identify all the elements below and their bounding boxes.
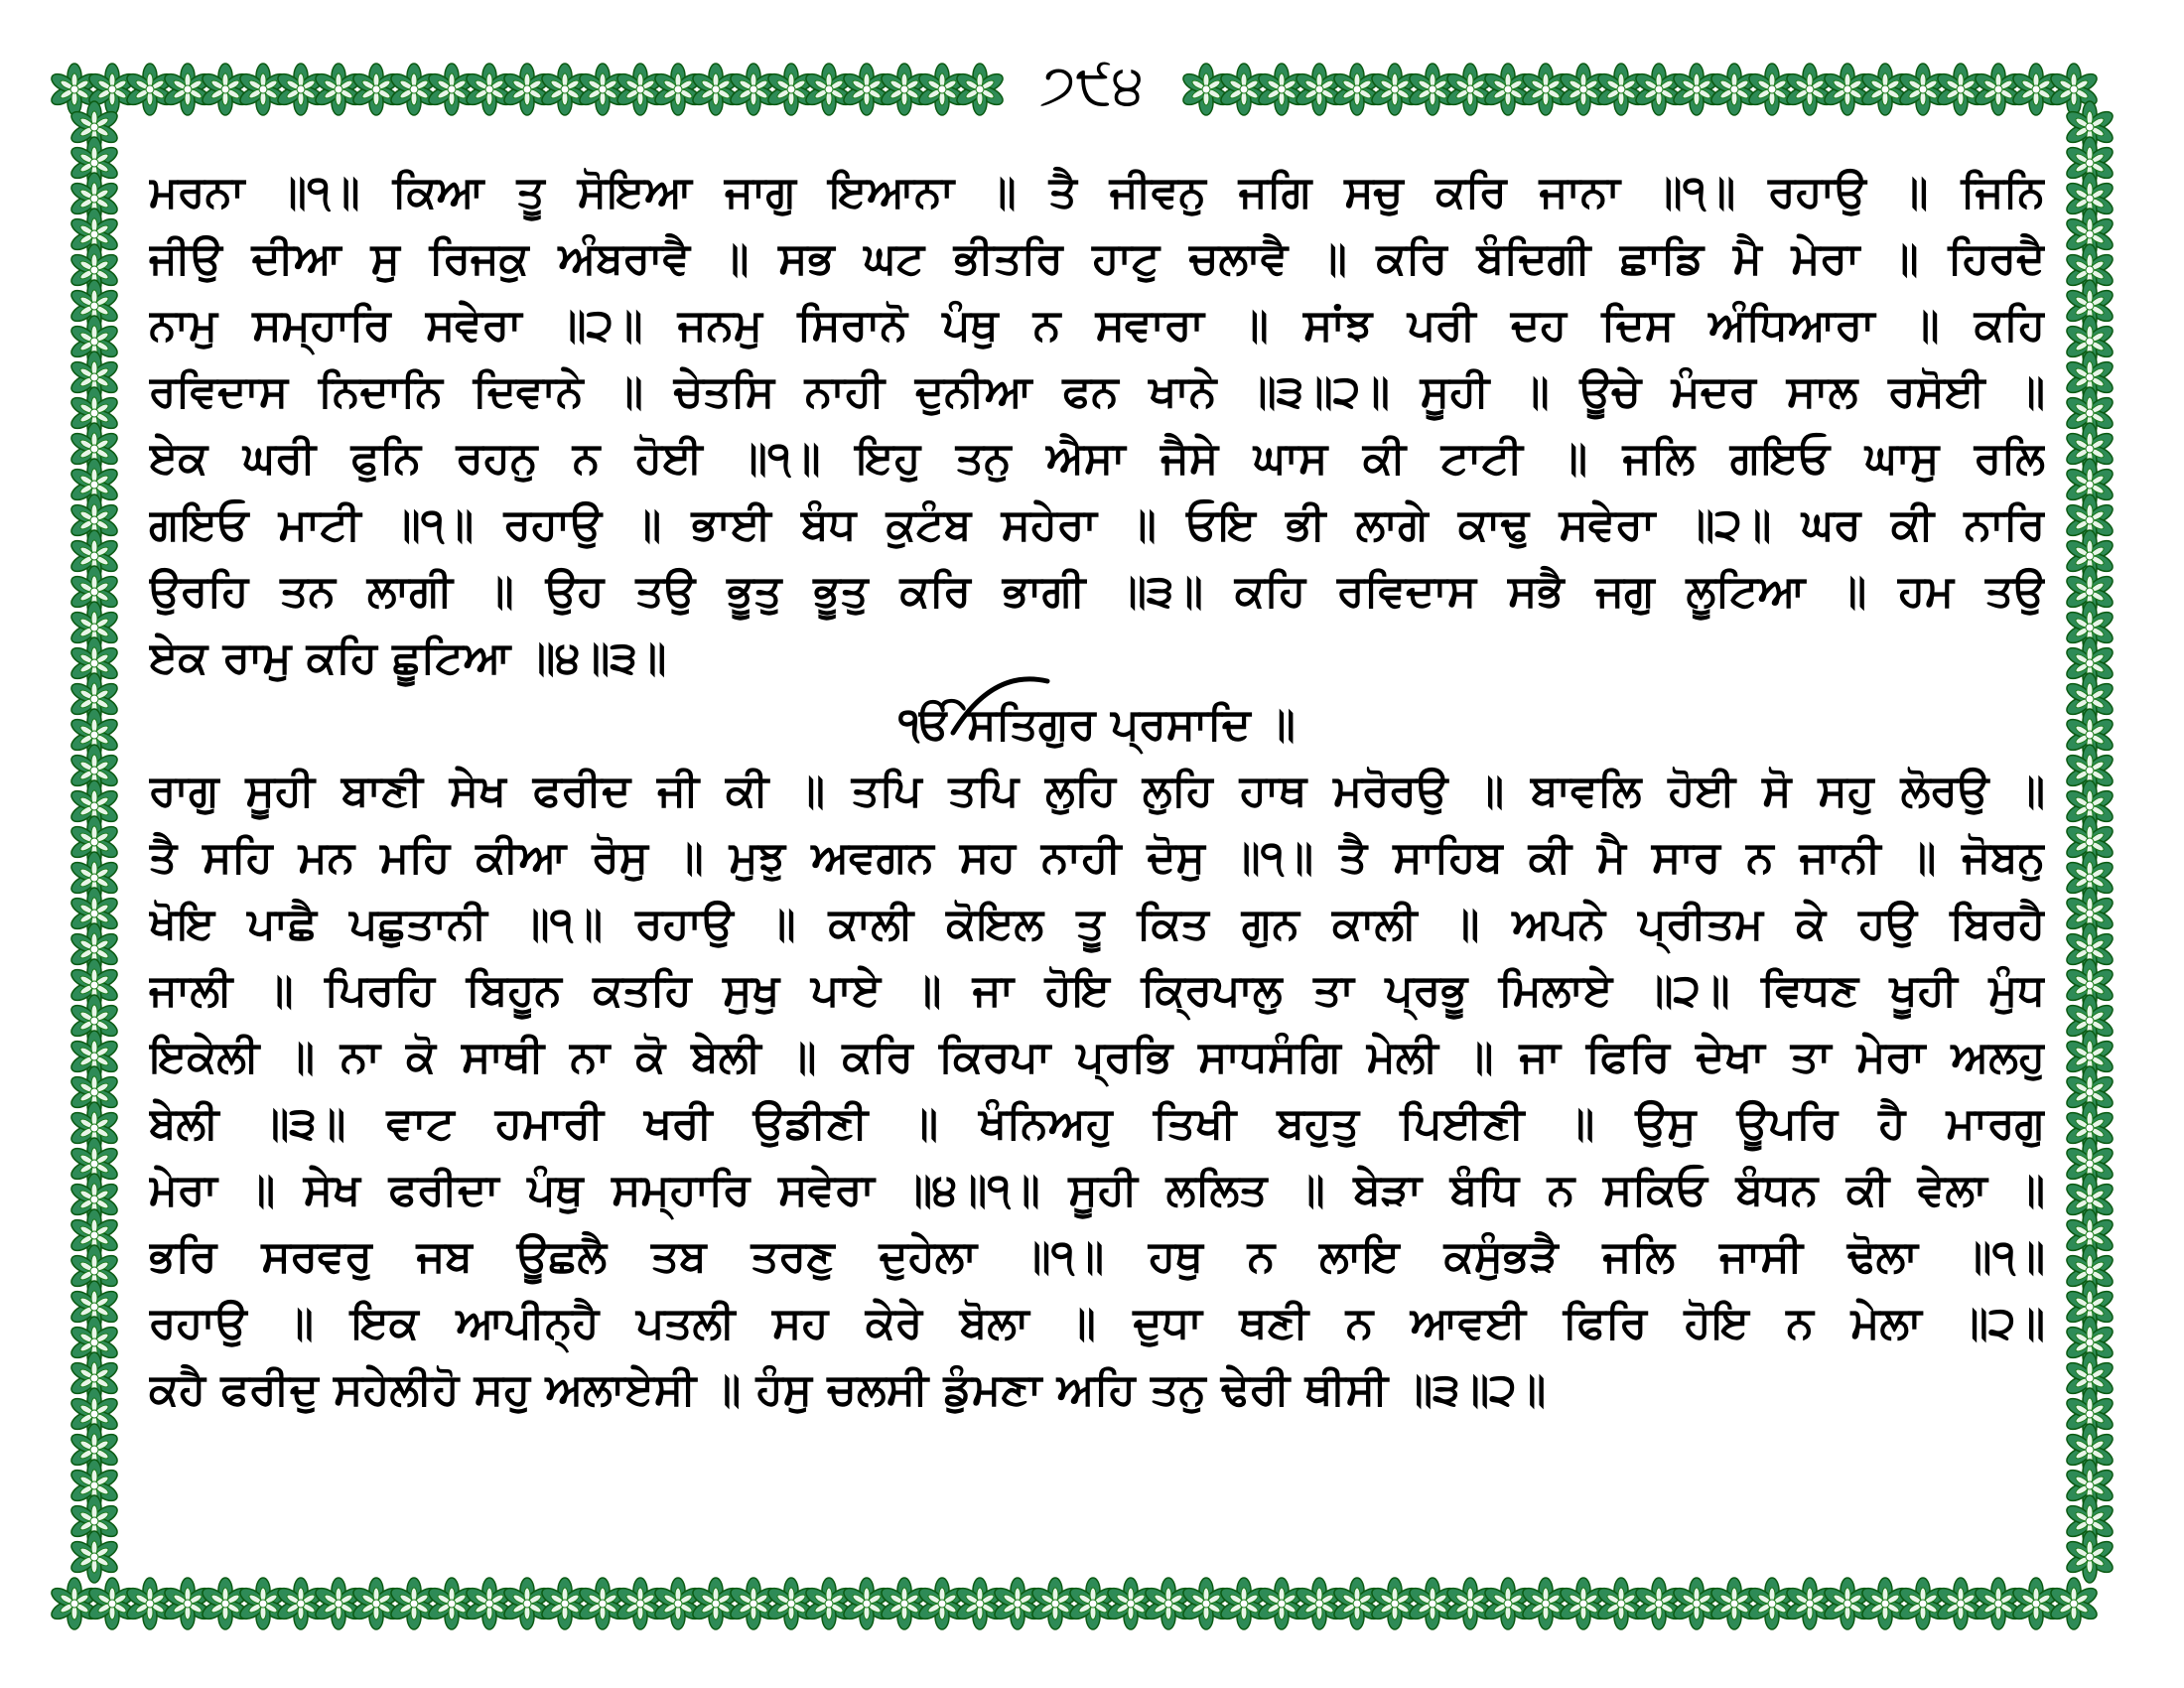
text-line: ਉਰਹਿ ਤਨ ਲਾਗੀ ॥ ਉਹ ਤਉ ਭੂਤੁ ਭੂਤੁ ਕਰਿ ਭਾਗੀ ॥੩॥ ਕਹਿ ਰਵਿਦਾਸ ਸਭੈ ਜਗੁ ਲੂਟਿਆ ॥ ਹਮ ਤਉ [149,566,2045,617]
flower-icon [765,64,817,115]
flower-icon [1520,64,1571,115]
flower-icon [765,1578,817,1629]
flower-icon [1935,64,1986,115]
flower-icon [1444,1578,1496,1629]
flower-icon [275,64,327,115]
flower-icon [1407,64,1458,115]
text-line: ਮਰਨਾ ॥੧॥ ਕਿਆ ਤੂ ਸੋਇਆ ਜਾਗੁ ਇਆਨਾ ॥ ਤੈ ਜੀਵਨੁ ਜਗਿ ਸਚੁ ਕਰਿ ਜਾਨਾ ॥੧॥ ਰਹਾਉ ॥ ਜਿਨਿ [149,167,2045,217]
flower-icon [1784,1578,1836,1629]
flower-icon [237,1578,289,1629]
flower-icon [1520,1578,1571,1629]
flower-icon [1746,64,1798,115]
flower-icon [577,1578,628,1629]
flower-icon [1973,1578,2024,1629]
flower-icon [426,64,478,115]
flower-icon [2010,64,2062,115]
flower-icon [614,64,666,115]
flower-icon [652,1578,704,1629]
flower-icon [1218,1578,1270,1629]
text-line: ਇਕੇਲੀ ॥ ਨਾ ਕੋ ਸਾਥੀ ਨਾ ਕੋ ਬੇਲੀ ॥ ਕਰਿ ਕਿਰਪਾ ਪ੍ਰਭਿ ਸਾਧਸੰਗਿ ਮੇਲੀ ॥ ਜਾ ਫਿਰਿ ਦੇਖਾ ਤਾ ਮੇਰਾ ਅਲਹੁ [149,1032,2045,1082]
flower-icon [803,64,855,115]
text-line: ਏਕ ਘਰੀ ਫੁਨਿ ਰਹਨੁ ਨ ਹੋਈ ॥੧॥ ਇਹੁ ਤਨੁ ਐਸਾ ਜੈਸੇ ਘਾਸ ਕੀ ਟਾਟੀ ॥ ਜਲਿ ਗਇਓ ਘਾਸੁ ਰਲਿ [149,433,2045,484]
flower-icon [1708,64,1760,115]
flower-icon [1784,64,1836,115]
flower-icon [388,1578,440,1629]
flower-icon [916,1578,968,1629]
flower-icon [954,1578,1006,1629]
flower-icon [1897,1578,1949,1629]
flower-icon [652,64,704,115]
flower-icon [841,1578,892,1629]
flower-icon [501,64,553,115]
flower-icon [124,1578,176,1629]
text-line: ਰਵਿਦਾਸ ਨਿਦਾਨਿ ਦਿਵਾਨੇ ॥ ਚੇਤਸਿ ਨਾਹੀ ਦੁਨੀਆ ਫਨ ਖਾਨੇ ॥੩॥੨॥ ਸੂਹੀ ॥ ਊਚੇ ਮੰਦਰ ਸਾਲ ਰਸੋਈ ॥ [149,366,2045,417]
text-line: ਗਇਓ ਮਾਟੀ ॥੧॥ ਰਹਾਉ ॥ ਭਾਈ ਬੰਧ ਕੁਟੰਬ ਸਹੇਰਾ ॥ ਓਇ ਭੀ ਲਾਗੇ ਕਾਢੁ ਸਵੇਰਾ ॥੨॥ ਘਰ ਕੀ ਨਾਰਿ [149,499,2045,550]
flower-icon [1369,1578,1421,1629]
flower-icon [1671,64,1722,115]
flower-icon [388,64,440,115]
flower-icon [501,1578,553,1629]
flower-icon [1482,1578,1534,1629]
flower-icon [1897,64,1949,115]
flower-icon [1331,64,1383,115]
text-line: ਰਹਾਉ ॥ ਇਕ ਆਪੀਨ੍ਹੈ ਪਤਲੀ ਸਹ ਕੇਰੇ ਬੋਲਾ ॥ ਦੁਧਾ ਥਣੀ ਨ ਆਵਈ ਫਿਰਿ ਹੋਇ ਨ ਮੇਲਾ ॥੨॥ [149,1298,2045,1348]
flower-icon [1633,1578,1685,1629]
flower-icon [86,1578,138,1629]
flower-icon [1482,64,1534,115]
flower-icon [200,64,251,115]
flower-icon [1935,1578,1986,1629]
flower-icon [1633,64,1685,115]
flower-icon [728,1578,779,1629]
flower-icon [1256,1578,1307,1629]
flower-icon [1180,1578,1232,1629]
text-line: ਮੇਰਾ ॥ ਸੇਖ ਫਰੀਦਾ ਪੰਥੁ ਸਮ੍ਹਾਰਿ ਸਵੇਰਾ ॥੪॥੧॥ ਸੂਹੀ ਲਲਿਤ ॥ ਬੇੜਾ ਬੰਧਿ ਨ ਸਕਿਓ ਬੰਧਨ ਕੀ ਵੇਲਾ ॥ [149,1165,2045,1215]
flower-icon [1822,64,1873,115]
flower-icon [313,64,364,115]
flower-icon [1067,1578,1119,1629]
flower-icon [350,64,402,115]
flower-icon [464,1578,515,1629]
flower-icon [350,1578,402,1629]
flower-icon [1558,1578,1609,1629]
flower-icon [992,1578,1043,1629]
flower-icon [577,64,628,115]
text-line: ਕਹੈ ਫਰੀਦੁ ਸਹੇਲੀਹੋ ਸਹੁ ਅਲਾਏਸੀ ॥ ਹੰਸੁ ਚਲਸੀ ਡੁੰਮਣਾ ਅਹਿ ਤਨੁ ਢੇਰੀ ਥੀਸੀ ॥੩॥੨॥ [149,1364,1547,1415]
flower-icon [1671,1578,1722,1629]
flower-icon [464,64,515,115]
flower-icon [728,64,779,115]
flower-icon [49,1578,100,1629]
flower-icon [1595,1578,1647,1629]
flower-icon [1105,1578,1157,1629]
flower-icon [1708,1578,1760,1629]
page-number: ੭੯੪ [1039,53,1145,117]
flower-icon [879,64,930,115]
flower-icon [1595,64,1647,115]
flower-icon [1143,1578,1194,1629]
text-line: ਭਰਿ ਸਰਵਰੁ ਜਬ ਊਛਲੈ ਤਬ ਤਰਣੁ ਦੁਹੇਲਾ ॥੧॥ ਹਥੁ ਨ ਲਾਇ ਕਸੁੰਭੜੈ ਜਲਿ ਜਾਸੀ ਢੋਲਾ ॥੧॥ [149,1231,2045,1282]
flower-icon [162,1578,213,1629]
flower-icon [1444,64,1496,115]
flower-icon [237,64,289,115]
text-line: ਜਾਲੀ ॥ ਪਿਰਹਿ ਬਿਹੂਨ ਕਤਹਿ ਸੁਖੁ ਪਾਏ ॥ ਜਾ ਹੋਇ ਕ੍ਰਿਪਾਲੁ ਤਾ ਪ੍ਰਭੂ ਮਿਲਾਏ ॥੨॥ ਵਿਧਣ ਖੂਹੀ ਮੁੰਧ [149,965,2045,1016]
flower-icon [916,64,968,115]
flower-icon [426,1578,478,1629]
flower-icon [2010,1578,2062,1629]
text-line: ਏਕ ਰਾਮੁ ਕਹਿ ਛੂਟਿਆ ॥੪॥੩॥ [149,633,667,683]
flower-icon [841,64,892,115]
flower-icon [1331,1578,1383,1629]
flower-icon [313,1578,364,1629]
text-line: ਖੋਇ ਪਾਛੈ ਪਛੁਤਾਨੀ ॥੧॥ ਰਹਾਉ ॥ ਕਾਲੀ ਕੋਇਲ ਤੂ ਕਿਤ ਗੁਨ ਕਾਲੀ ॥ ਅਪਨੇ ਪ੍ਰੀਤਮ ਕੇ ਹਉ ਬਿਰਹੈ [149,899,2045,949]
flower-icon [1256,64,1307,115]
flower-icon [1294,1578,1345,1629]
flower-icon [1218,64,1270,115]
flower-icon [1029,1578,1081,1629]
flower-icon [2048,1578,2100,1629]
flower-icon [1407,1578,1458,1629]
flower-icon [690,64,742,115]
flower-icon [275,1578,327,1629]
flower-icon [124,64,176,115]
flower-icon [539,64,591,115]
text-line: ਰਾਗੁ ਸੂਹੀ ਬਾਣੀ ਸੇਖ ਫਰੀਦ ਜੀ ਕੀ ॥ ਤਪਿ ਤਪਿ ਲੁਹਿ ਲੁਹਿ ਹਾਥ ਮਰੋਰਉ ॥ ਬਾਵਲਿ ਹੋਈ ਸੋ ਸਹੁ ਲੋਰਉ ॥ [149,766,2045,816]
text-line: ਤੈ ਸਹਿ ਮਨ ਮਹਿ ਕੀਆ ਰੋਸੁ ॥ ਮੁਝੁ ਅਵਗਨ ਸਹ ਨਾਹੀ ਦੋਸੁ ॥੧॥ ਤੈ ਸਾਹਿਬ ਕੀ ਮੈ ਸਾਰ ਨ ਜਾਨੀ ॥ ਜੋਬਨੁ [149,832,2045,883]
flower-icon [1973,64,2024,115]
flower-icon [1859,64,1911,115]
flower-icon [68,1531,120,1583]
flower-icon [879,1578,930,1629]
flower-icon [539,1578,591,1629]
flower-icon [2064,1531,2116,1583]
flower-icon [690,1578,742,1629]
flower-icon [1822,1578,1873,1629]
invocation-heading: ੴ ਸਤਿਗੁਰ ਪ੍ਰਸਾਦਿ ॥ [898,699,1296,750]
flower-icon [614,1578,666,1629]
scripture-text [149,159,2045,1423]
text-line: ਬੇਲੀ ॥੩॥ ਵਾਟ ਹਮਾਰੀ ਖਰੀ ਉਡੀਣੀ ॥ ਖੰਨਿਅਹੁ ਤਿਖੀ ਬਹੁਤੁ ਪਿਈਣੀ ॥ ਉਸੁ ਊਪਰਿ ਹੈ ਮਾਰਗੁ [149,1098,2045,1149]
flower-icon [162,64,213,115]
flower-icon [1558,64,1609,115]
flower-icon [1859,1578,1911,1629]
flower-icon [1294,64,1345,115]
flower-icon [200,1578,251,1629]
flower-icon [1369,64,1421,115]
flower-icon [1746,1578,1798,1629]
text-line: ਨਾਮੁ ਸਮ੍ਹਾਰਿ ਸਵੇਰਾ ॥੨॥ ਜਨਮੁ ਸਿਰਾਨੋ ਪੰਥੁ ਨ ਸਵਾਰਾ ॥ ਸਾਂਝ ਪਰੀ ਦਹ ਦਿਸ ਅੰਧਿਆਰਾ ॥ ਕਹਿ [149,300,2045,351]
text-line: ਜੀਉ ਦੀਆ ਸੁ ਰਿਜਕੁ ਅੰਬਰਾਵੈ ॥ ਸਭ ਘਟ ਭੀਤਰਿ ਹਾਟੁ ਚਲਾਵੈ ॥ ਕਰਿ ਬੰਦਿਗੀ ਛਾਡਿ ਮੈ ਮੇਰਾ ॥ ਹਿਰਦੈ [149,233,2045,284]
flower-icon [803,1578,855,1629]
